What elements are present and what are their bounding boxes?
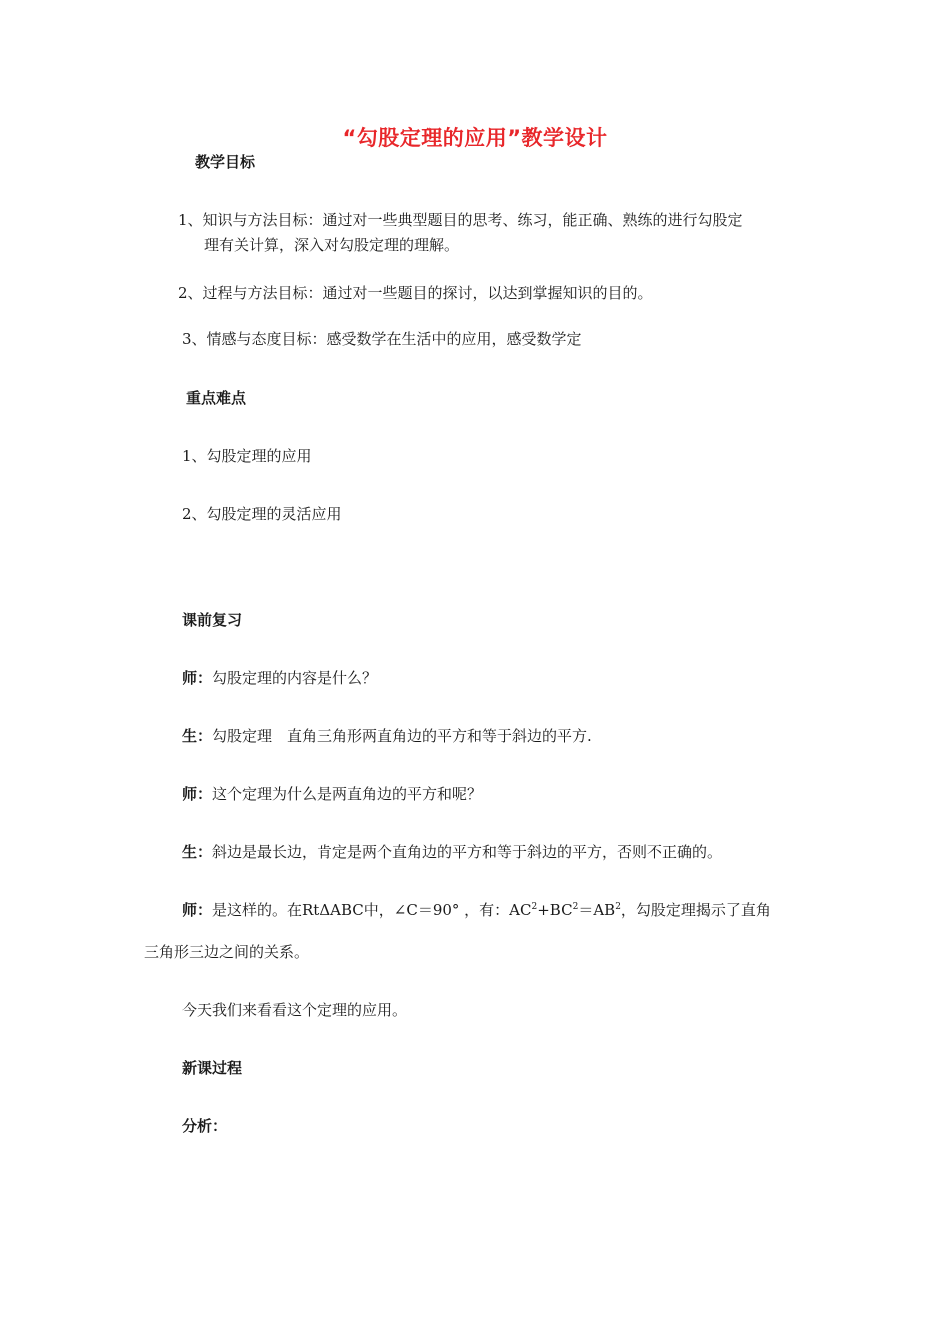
dialogue-text: 勾股定理 直角三角形两直角边的平方和等于斜边的平方. [212,727,592,745]
objective-2: 2、过程与方法目标：通过对一些题目的探讨，以达到掌握知识的目的。 [178,284,653,302]
dialogue-text: 斜边是最长边，肯定是两个直角边的平方和等于斜边的平方，否则不正确的。 [212,843,723,861]
section-heading-new-lesson: 新课过程 [182,1059,243,1077]
dialogue-line-4 [182,841,722,863]
dialogue-line-5-continued: 三角形三边之间的关系。 [144,943,310,961]
dialogue-line-2 [182,725,592,747]
speaker-teacher: 师： [182,669,213,687]
superscript: 2 [615,902,621,912]
dialogue-text: 这个定理为什么是两直角边的平方和呢？ [212,785,483,803]
speaker-student: 生： [182,727,213,745]
speaker-teacher: 师： [182,785,213,803]
superscript: 2 [572,902,579,912]
objective-1-line-2: 理有关计算，深入对勾股定理的理解。 [204,236,460,254]
dialogue-text: ＝AB [578,901,616,919]
dialogue-text: +BC [537,901,573,919]
dialogue-line-3 [182,783,482,805]
section-heading-objectives: 教学目标 [195,153,256,171]
dialogue-text: ，勾股定理揭示了直角 [620,901,771,919]
section-heading-keypoints: 重点难点 [186,389,247,407]
analysis-label: 分析： [182,1117,228,1135]
objective-1-line-1: 1、知识与方法目标：通过对一些典型题目的思考、练习，能正确、熟练的进行勾股定 [178,211,743,229]
dialogue-text: 勾股定理的内容是什么？ [212,669,378,687]
speaker-teacher: 师： [182,901,213,919]
dialogue-text: 是这样的。在RtΔABC中，∠C＝90° ，有：AC [212,901,532,919]
objective-3: 3、情感与态度目标：感受数学在生活中的应用，感受数学定 [182,330,582,348]
document-title: “勾股定理的应用”教学设计 [342,126,608,150]
superscript: 2 [531,902,538,912]
speaker-student: 生： [182,843,213,861]
dialogue-line-5 [182,899,771,921]
section-heading-review: 课前复习 [182,611,243,629]
today-intro: 今天我们来看看这个定理的应用。 [182,1001,408,1019]
keypoint-2: 2、勾股定理的灵活应用 [182,505,342,523]
keypoint-1: 1、勾股定理的应用 [182,447,312,465]
dialogue-line-1 [182,667,377,689]
